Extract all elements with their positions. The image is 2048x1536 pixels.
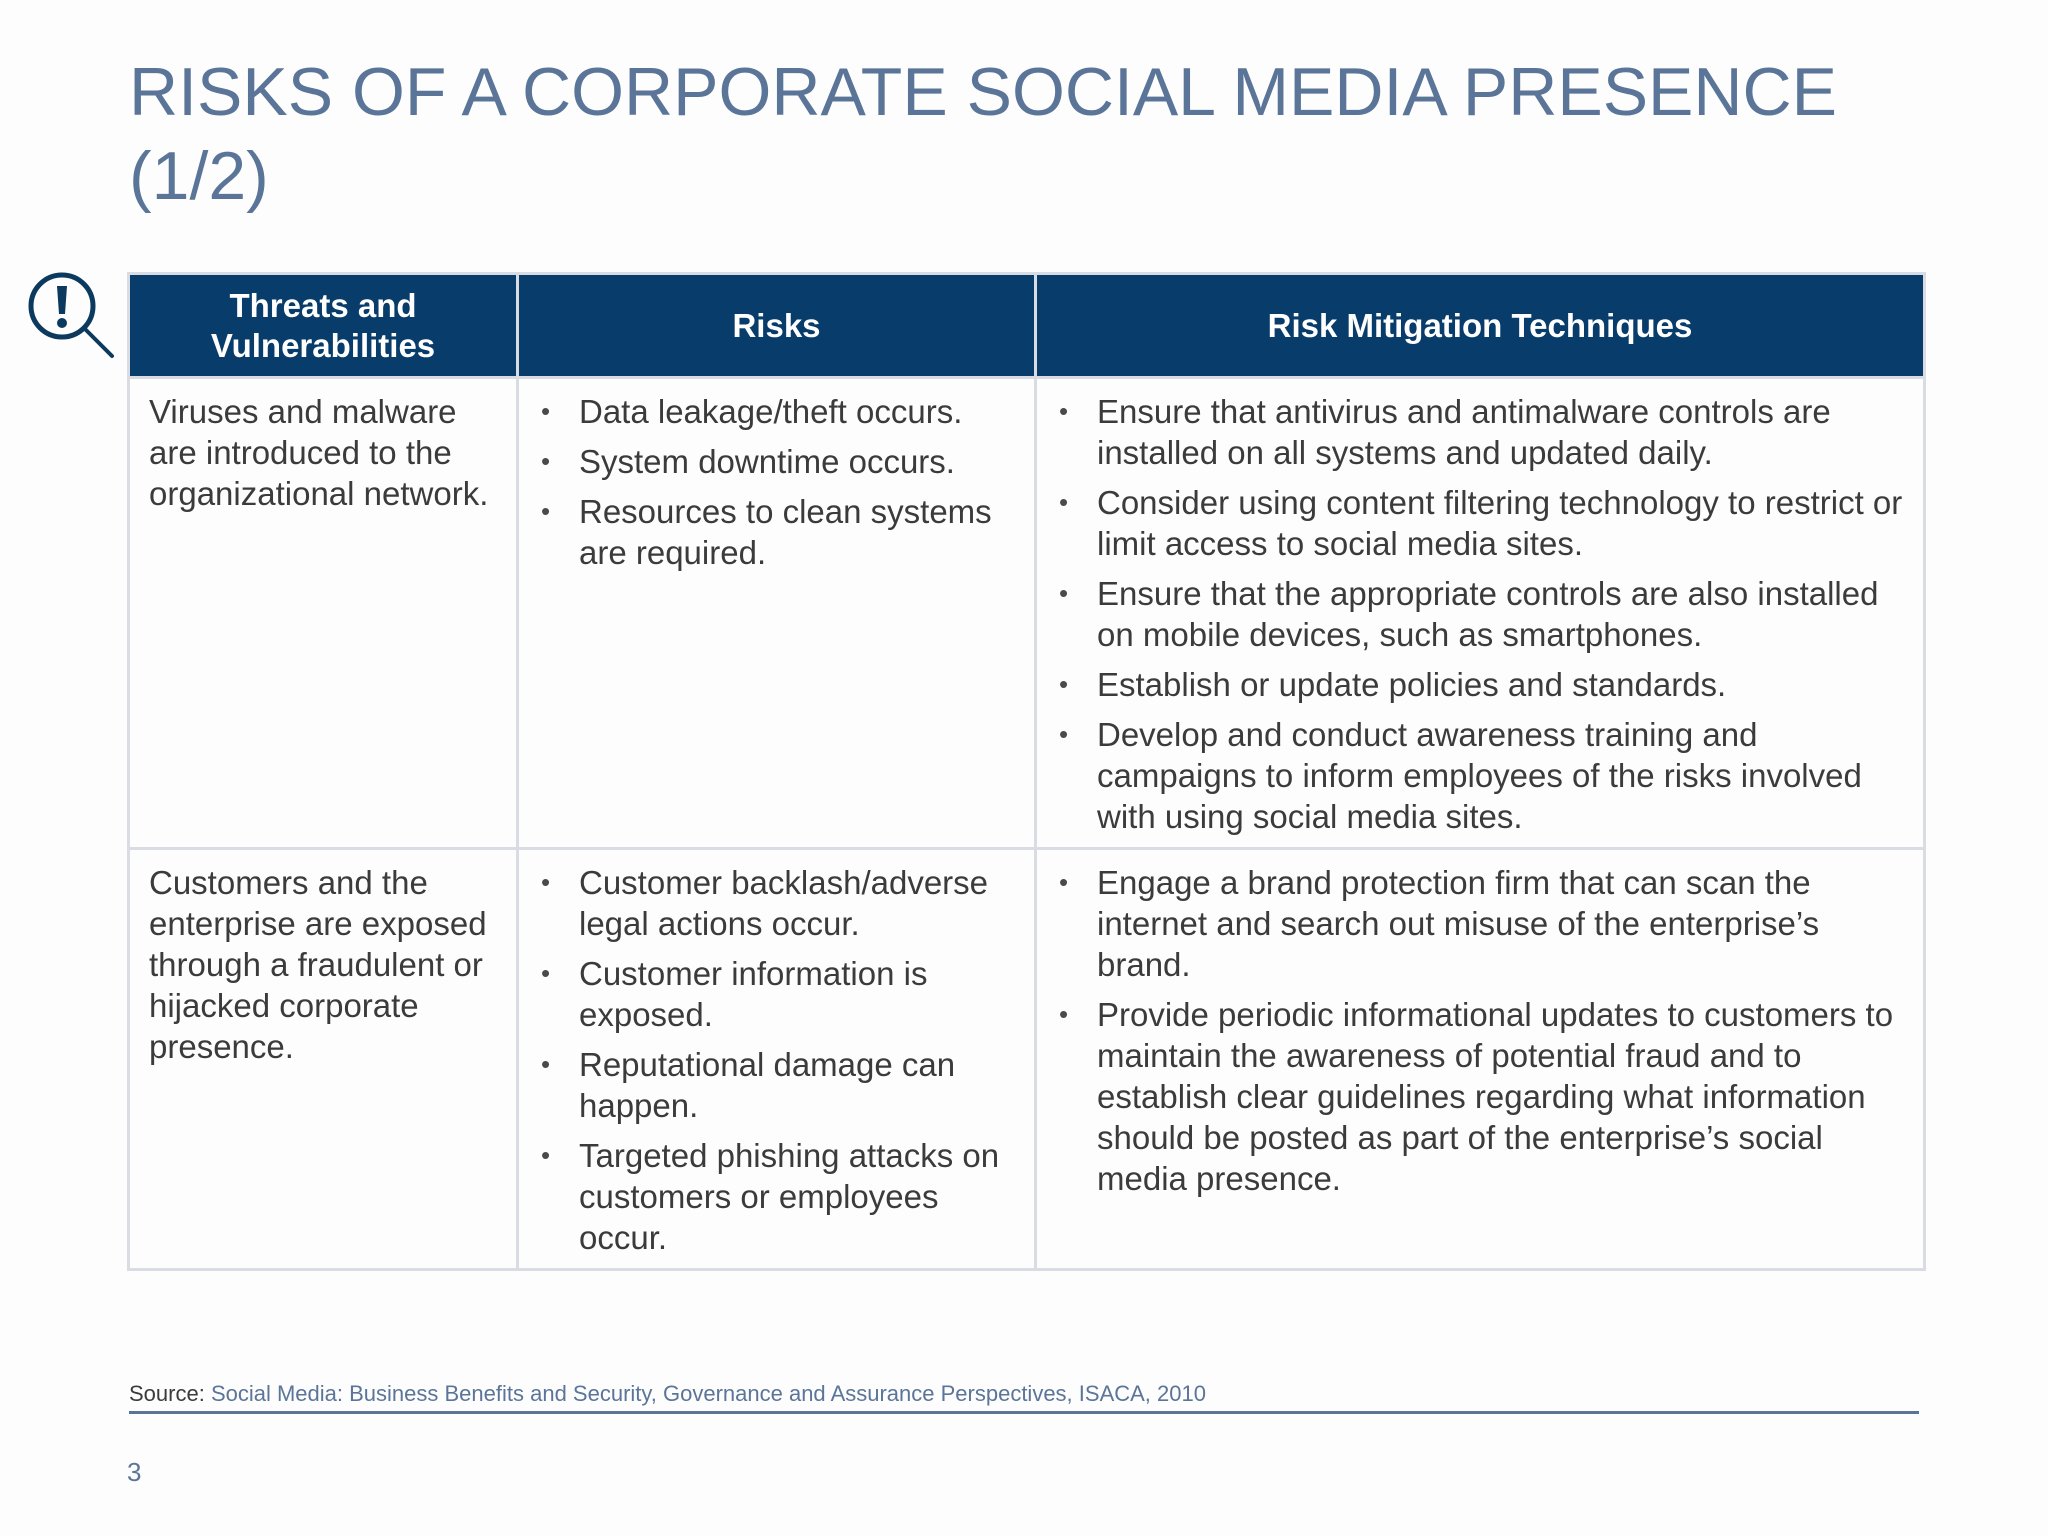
mitigation-item: • Consider using content filtering technology to restrict or limit access to social media sites. [1057,482,1905,564]
mitigation-item: • Provide periodic informational updates to customers to maintain the awareness of potential fraud and to establish clear guidelines regarding what information should be posted as part of the enterprise’s social media presence. [1057,994,1905,1199]
slide-title-line2: (1/2) [129,138,269,214]
mitigation-item: • Establish or update policies and standards. [1057,664,1905,705]
mitigation-item: • Develop and conduct awareness training and campaigns to inform employees of the risks involved with using social media sites. [1057,714,1905,837]
threat-cell: Customers and the enterprise are exposed through a fraudulent or hijacked corporate presence. [129,849,518,1270]
risk-item: • System downtime occurs. [539,441,1016,482]
table-header-row [129,274,1925,378]
mitigation-list [1057,862,1905,1199]
mitigation-cell [1036,849,1925,1270]
risks-cell [518,378,1036,849]
mitigation-item: • Engage a brand protection firm that can scan the internet and search out misuse of the enterprise’s brand. [1057,862,1905,985]
mitigation-cell [1036,378,1925,849]
page-number: 3 [127,1457,142,1487]
mitigation-item: • Ensure that the appropriate controls are also installed on mobile devices, such as smartphones. [1057,573,1905,655]
source-text: Social Media: Business Benefits and Security, Governance and Assurance Perspectives, ISACA, 2010 [210,1381,1206,1406]
risks-list [539,391,1016,573]
risk-item: • Data leakage/theft occurs. [539,391,1016,432]
risk-item: • Customer information is exposed. [539,953,1016,1035]
risks-list [539,862,1016,1258]
exclamation-magnifier-icon [26,270,122,366]
risks-cell [518,849,1036,1270]
mitigation-item: • Ensure that antivirus and antimalware controls are installed on all systems and updated daily. [1057,391,1905,473]
header-threats: Threats and Vulnerabilities [129,274,518,378]
risk-table [127,272,1926,1271]
header-risks: Risks [518,274,1036,378]
header-mitigation: Risk Mitigation Techniques [1036,274,1925,378]
table-row [129,378,1925,849]
risk-item: • Reputational damage can happen. [539,1044,1016,1126]
mitigation-list [1057,391,1905,837]
source-citation [129,1380,1919,1414]
slide-title-line1: RISKS OF A CORPORATE SOCIAL MEDIA PRESENCE [129,54,1837,130]
risk-item: • Targeted phishing attacks on customers or employees occur. [539,1135,1016,1258]
risk-item: • Customer backlash/adverse legal actions occur. [539,862,1016,944]
slide-title [129,50,1929,218]
threat-cell: Viruses and malware are introduced to the organizational network. [129,378,518,849]
source-label: Source: [129,1381,205,1406]
risk-item: • Resources to clean systems are required. [539,491,1016,573]
table-row [129,849,1925,1270]
